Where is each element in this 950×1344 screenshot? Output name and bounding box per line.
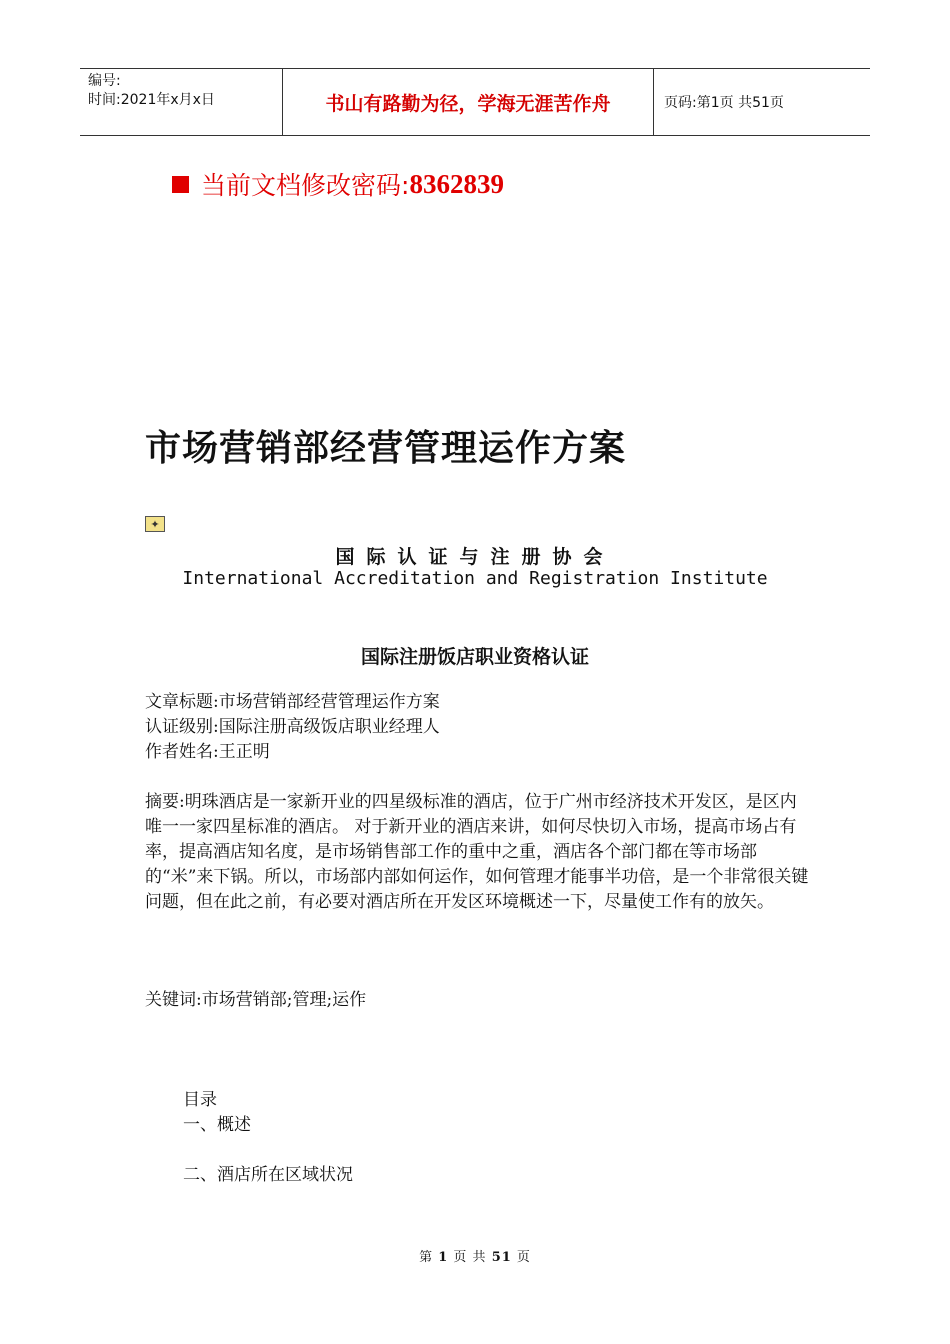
table-of-contents bbox=[183, 1088, 353, 1188]
article-meta bbox=[145, 690, 440, 765]
time-label: 时间:2021年x月x日 bbox=[88, 92, 215, 108]
header-info-cell bbox=[80, 69, 282, 135]
article-title-line: 文章标题:市场营销部经营管理运作方案 bbox=[145, 692, 440, 712]
square-bullet-icon bbox=[172, 176, 189, 193]
footer-prefix: 第 bbox=[419, 1250, 434, 1265]
footer-suffix: 页 bbox=[516, 1250, 531, 1265]
document-title: 市场营销部经营管理运作方案 bbox=[145, 428, 627, 469]
embedded-object-icon[interactable]: ✦ bbox=[145, 516, 165, 532]
abstract-paragraph: 摘要:明珠酒店是一家新开业的四星级标准的酒店，位于广州市经济技术开发区，是区内唯一一家四星标准的酒店。 对于新开业的酒店来讲，如何尽快切入市场，提高市场占有率，提高酒店知名度，是市场销售部工作的重中之重，酒店各个部门都在等市场部的“米”来下锅。所以，市场部内部如何运作，如何管理才能事半功倍，是一个非常很关键问题，但在此之前，有必要对酒店所在开发区环境概述一下，尽量使工作有的放矢。 bbox=[145, 792, 809, 912]
password-code: 8362839 bbox=[409, 168, 504, 199]
keywords-line: 关键词:市场营销部;管理;运作 bbox=[145, 990, 367, 1010]
header-page-info: 页码:第1页 共51页 bbox=[664, 95, 784, 111]
footer-page-number: 1 bbox=[438, 1250, 449, 1265]
page-header bbox=[80, 68, 870, 136]
organization-name-cn: 国际认证与注册协会 bbox=[335, 546, 615, 568]
organization-name-en: International Accreditation and Registration Institute bbox=[182, 568, 768, 589]
toc-item[interactable]: 二、酒店所在区域状况 bbox=[183, 1165, 353, 1185]
header-motto: 书山有路勤为径，学海无涯苦作舟 bbox=[282, 69, 654, 135]
number-label: 编号: bbox=[88, 73, 121, 89]
certification-level-line: 认证级别:国际注册高级饭店职业经理人 bbox=[145, 717, 440, 737]
toc-heading: 目录 bbox=[183, 1090, 217, 1110]
certification-heading: 国际注册饭店职业资格认证 bbox=[360, 646, 589, 668]
footer-total-pages: 51 bbox=[491, 1250, 512, 1265]
password-line bbox=[172, 166, 504, 202]
password-label: 当前文档修改密码: bbox=[201, 171, 410, 200]
author-line: 作者姓名:王正明 bbox=[145, 742, 270, 762]
toc-item[interactable]: 一、概述 bbox=[183, 1115, 251, 1135]
footer-mid: 页 共 bbox=[453, 1250, 487, 1265]
page-footer bbox=[0, 1246, 950, 1265]
